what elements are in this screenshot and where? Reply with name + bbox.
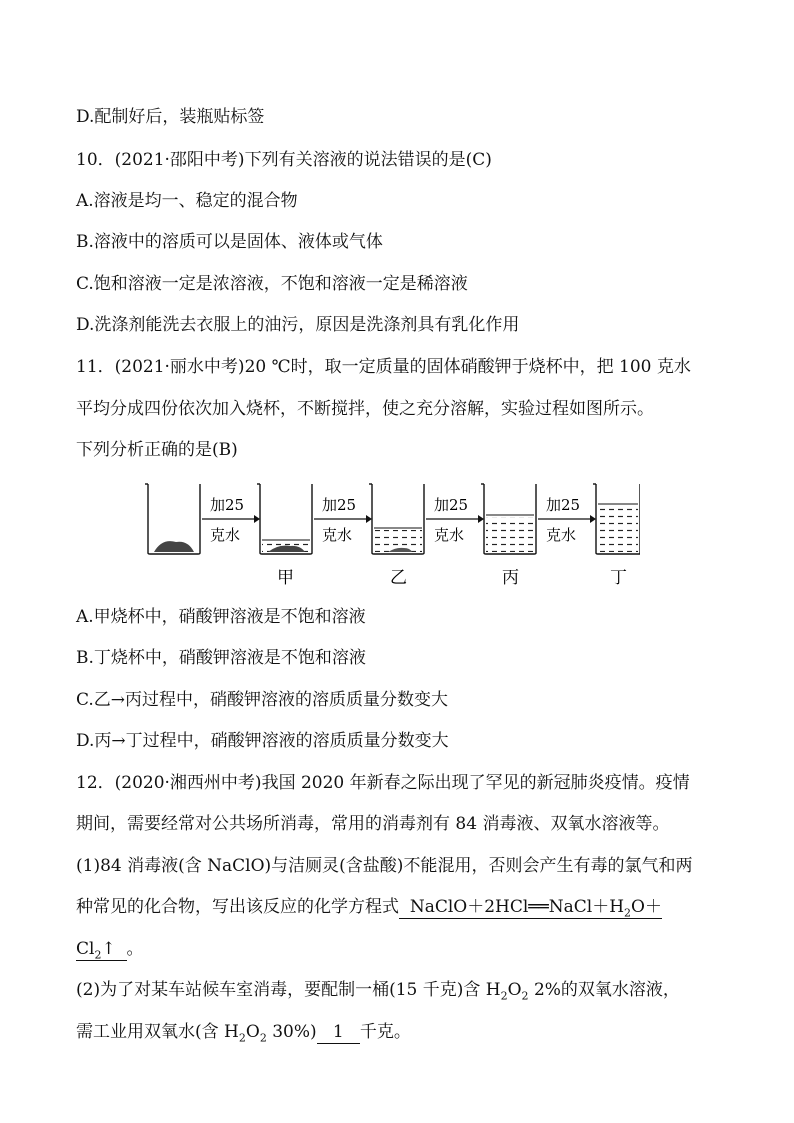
beaker-yi bbox=[369, 484, 424, 588]
q11-option-d: D.丙→丁过程中，硝酸钾溶液的溶质质量分数变大 bbox=[76, 731, 449, 751]
beaker-ding bbox=[593, 484, 640, 588]
q12-part1-prefix: 种常见的化合物，写出该反应的化学方程式 bbox=[76, 897, 399, 917]
q12-part1-line2 bbox=[76, 895, 662, 925]
q11-option-c: C.乙→丙过程中，硝酸钾溶液的溶质质量分数变大 bbox=[76, 690, 449, 710]
q10-stem: 10．(2021·邵阳中考)下列有关溶液的说法错误的是(C) bbox=[76, 150, 492, 170]
arrow-4-top: 加25 bbox=[546, 496, 581, 514]
q12-part2-line2: 需工业用双氧水(含 $H_2O_2$ 30%) 1 千克。 bbox=[76, 1022, 411, 1045]
q11-stem-line3: 下列分析正确的是(B) bbox=[76, 440, 238, 460]
arrow-2 bbox=[314, 496, 372, 544]
arrow-3-top: 加25 bbox=[434, 496, 469, 514]
beaker-bing bbox=[481, 484, 536, 588]
beaker-label-ding: 丁 bbox=[610, 568, 627, 588]
q10-option-b: B.溶液中的溶质可以是固体、液体或气体 bbox=[76, 232, 383, 252]
q9-option-d: D.配制好后，装瓶贴标签 bbox=[76, 107, 265, 127]
q10-option-a: A.溶液是均一、稳定的混合物 bbox=[76, 191, 298, 211]
q12-stem-line1: 12．(2020·湘西州中考)我国 2020 年新春之际出现了罕见的新冠肺炎疫情。疫情 bbox=[76, 773, 690, 793]
q11-option-a: A.甲烧杯中，硝酸钾溶液是不饱和溶液 bbox=[76, 607, 366, 627]
q10-option-c: C.饱和溶液一定是浓溶液，不饱和溶液一定是稀溶液 bbox=[76, 274, 468, 294]
arrow-1-bottom: 克水 bbox=[210, 526, 241, 544]
arrow-2-bottom: 克水 bbox=[322, 526, 353, 544]
q11-option-b: B.丁烧杯中，硝酸钾溶液是不饱和溶液 bbox=[76, 648, 366, 668]
beaker-label-bing: 丙 bbox=[502, 568, 519, 588]
q12-equation-answer-cont: $Cl_2↑$ bbox=[76, 939, 127, 961]
q12-equation-answer: $NaClO+2HCl══NaCl+H_2O+$ bbox=[399, 897, 662, 919]
arrow-4-bottom: 克水 bbox=[546, 526, 577, 544]
arrow-4 bbox=[538, 496, 596, 544]
arrow-3-bottom: 克水 bbox=[434, 526, 465, 544]
q10-option-d: D.洗涤剂能洗去衣服上的油污，原因是洗涤剂具有乳化作用 bbox=[76, 315, 520, 335]
q12-part1-line1: (1)84 消毒液(含 NaClO)与洁厕灵(含盐酸)不能混用，否则会产生有毒的氯气和两 bbox=[76, 856, 693, 876]
beaker-jia bbox=[257, 484, 312, 588]
arrow-1-top: 加25 bbox=[210, 496, 245, 514]
q12-part2-line1: (2)为了对某车站候车室消毒，要配制一桶(15 千克)含 $H_2O_2$ 2%的双氧水溶液， bbox=[76, 980, 680, 1003]
arrow-1 bbox=[202, 496, 260, 544]
q11-stem-line1: 11．(2021·丽水中考)20 ℃时，取一定质量的固体硝酸钾于烧杯中，把 100 克水 bbox=[76, 357, 691, 377]
beaker-label-jia: 甲 bbox=[277, 568, 294, 588]
q12-part2-answer: 1 bbox=[317, 1022, 360, 1044]
q12-part1-line3: $Cl_2↑$ 。 bbox=[76, 939, 144, 962]
beaker-initial bbox=[145, 484, 200, 554]
arrow-2-top: 加25 bbox=[322, 496, 357, 514]
arrow-3 bbox=[426, 496, 484, 544]
beaker-label-yi: 乙 bbox=[390, 568, 407, 588]
beaker-experiment-figure bbox=[140, 478, 640, 590]
q12-stem-line2: 期间，需要经常对公共场所消毒，常用的消毒剂有 84 消毒液、双氧水溶液等。 bbox=[76, 814, 670, 834]
q11-stem-line2: 平均分成四份依次加入烧杯，不断搅拌，使之充分溶解，实验过程如图所示。 bbox=[76, 399, 654, 419]
